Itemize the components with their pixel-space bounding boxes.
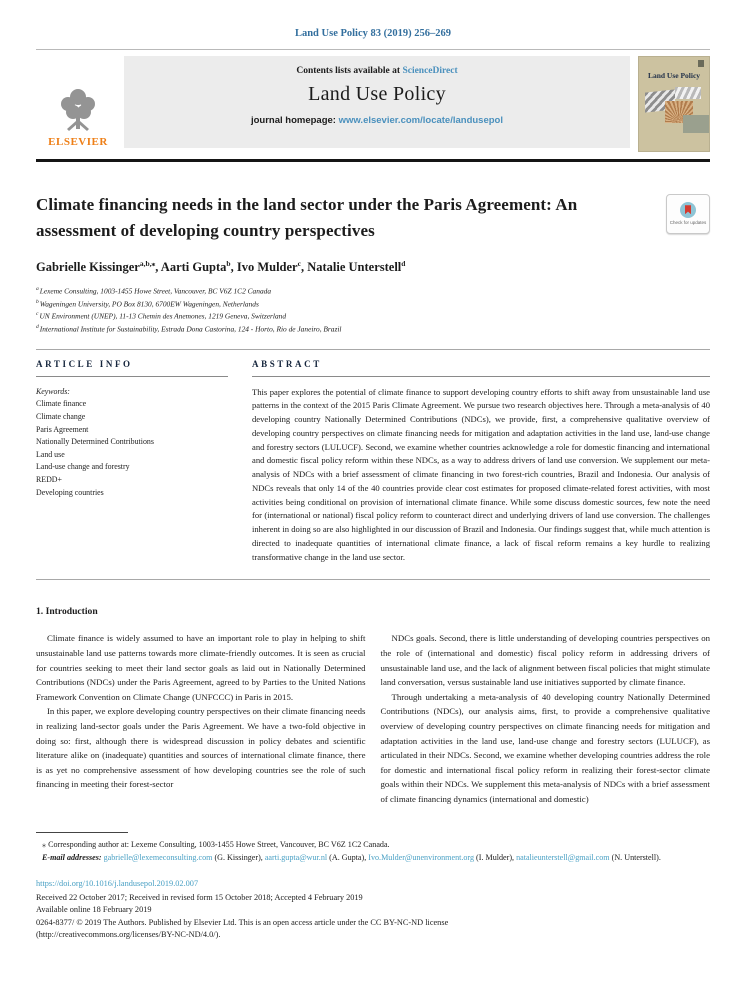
affiliation: $^a$Lexeme Consulting, 1003-1455 Howe Street, Vancouver, BC V6Z 1C2 Canada <box>36 285 272 296</box>
abstract-text: This paper explores the potential of climate finance to support developing country efforts to shift away from unsustainable land use patterns in the context of the 2015 Paris Climate Agreement. We pursue two research objectives here. Through a meta-analysis of 40 developing country Nationally Determined Contributions (NDCs), we provide, first, a comprehensive qualitative overview of developing country perspectives on climate financing needs for mitigation and adaptation activities in the land use, land-use change and forestry sectors (LULUCF). Second, we examine whether countries acknowledge a role for domestic financing and international and domestic fiscal policy reform within these NDCs, as a way to address drivers of land use conversion. We supplement our meta-analysis of NDCs with a brief assessment of climate financing in two forest-rich countries, Brazil and Indonesia. Our analysis of NDCs reveals that only 14 of the 40 countries provide clear cost estimates for proposed climate-related forest activities, with most activities being conditional on provision of international climate finance. While some discuss domestic sources, few note the need for (international or national) fiscal policy reform to counteract direct and underlying drivers of land use conversion. The challenges inherent in doing so are also highlighted in our discussion of Brazil and Indonesia. Our findings suggest that, while much attention is directed to inadequate quantities of international climate finance, a lack of fiscal reform remains a key hurdle to realizing transformative change in the land use sector. <box>252 386 710 562</box>
homepage-label: journal homepage: <box>250 115 339 126</box>
contents-prefix: Contents lists available at <box>296 66 403 76</box>
article-info-header: ARTICLE INFO <box>36 359 228 377</box>
available-online-date: Available online 18 February 2019 <box>36 905 152 915</box>
affiliation-list <box>36 285 710 336</box>
article-title: Climate financing needs in the land sector under the Paris Agreement: An assessment of developing country perspectives <box>36 195 578 241</box>
publication-details <box>36 878 710 942</box>
cover-art <box>683 115 709 133</box>
check-updates-label: Check for updates <box>669 220 707 226</box>
keyword: Climate finance <box>36 399 87 409</box>
affiliation: $^b$Wageningen University, PO Box 8130, 6700EW Wageningen, Netherlands <box>36 298 259 308</box>
footnote-area <box>36 832 710 864</box>
keyword: Land use <box>36 449 65 459</box>
article-info-column <box>36 359 228 565</box>
keyword: Paris Agreement <box>36 424 89 434</box>
doi-link[interactable]: https://doi.org/10.1016/j.landusepol.2019.02.007 <box>36 878 199 888</box>
intro-paragraph: NDCs goals. Second, there is little understanding of developing countries perspectives on the role of (international and domestic) fiscal policy reform in addressing drivers of unsustainable land use, and the lack of alignment between fiscal policies that might stimulate land conversation, versus sustainable land use initiatives supported by climate finance. <box>380 633 710 688</box>
corresponding-author-note: ⁎ Corresponding author at: Lexeme Consulting, 1003-1455 Howe Street, Vancouver, BC V6Z 1C2 Canada. <box>42 840 390 850</box>
homepage-line <box>251 115 503 126</box>
email-entry: natalieunterstell@gmail.com (N. Unterstell). <box>516 853 661 862</box>
keywords-list <box>36 398 228 499</box>
author-list <box>36 259 710 275</box>
introduction-heading: 1. Introduction <box>36 606 98 618</box>
cover-tree-icon <box>698 60 704 67</box>
keyword: Developing countries <box>36 487 104 497</box>
journal-citation: Land Use Policy 83 (2019) 256–269 <box>294 28 452 39</box>
intro-paragraph: In this paper, we explore developing country perspectives on their climate financing needs in realizing land-sector goals under the Paris Agreement. We have a two-fold objective in doing so: first, although there is widespread discussion in policy debates and scientific literature alike on (inadequate) quantities and sources of international climate finance, there is as yet no comprehensive assessment of how developing countries see the role of such financing in meeting their forest-sector <box>36 706 366 790</box>
author-name: Ivo Mulder$^c$ , <box>237 260 307 274</box>
affiliation: $^c$UN Environment (UNEP), 11-13 Chemin des Anemones, 1219 Geneva, Switzerland <box>36 311 287 321</box>
email-link[interactable]: aarti.gupta@wur.nl <box>264 853 328 862</box>
email-entry: gabrielle@lexemeconsulting.com (G. Kissinger), <box>103 853 265 862</box>
journal-masthead <box>36 49 710 152</box>
keyword: Climate change <box>36 411 86 421</box>
email-entry: Ivo.Mulder@unenvironment.org (I. Mulder), <box>368 853 517 862</box>
keyword: REDD+ <box>36 475 62 485</box>
elsevier-tree-icon <box>55 87 101 135</box>
email-label: E-mail addresses: <box>42 853 104 862</box>
author-name: Aarti Gupta$^b$ , <box>161 260 237 274</box>
author-name: Gabrielle Kissinger$^{a,b,⁎}$ , <box>36 260 161 274</box>
abstract-header: ABSTRACT <box>252 359 710 377</box>
masthead-center-panel <box>124 56 630 148</box>
contents-line <box>296 66 457 76</box>
footnote-divider <box>36 832 128 833</box>
check-for-updates-badge[interactable] <box>666 194 710 234</box>
email-link[interactable]: Ivo.Mulder@unenvironment.org <box>368 853 475 862</box>
abstract-column <box>252 359 710 565</box>
received-dates: Received 22 October 2017; Received in revised form 15 October 2018; Accepted 4 February 2019 <box>36 892 363 902</box>
intro-column-left <box>36 631 366 806</box>
copyright-line: 0264-8377/ © 2019 The Authors. Published by Elsevier Ltd. This is an open access article under the CC BY-NC-ND license <box>36 917 449 927</box>
affiliation: $^d$International Institute for Sustainability, Estrada Dona Castorina, 124 - Horto, Rio de Janeiro, Brazil <box>36 323 342 334</box>
section-divider <box>36 579 710 580</box>
license-url: (http://creativecommons.org/licenses/BY-NC-ND/4.0/). <box>36 930 221 940</box>
elsevier-logo <box>36 56 120 152</box>
masthead-journal-title: Land Use Policy <box>308 83 446 105</box>
elsevier-wordmark: ELSEVIER <box>48 136 108 148</box>
masthead-divider <box>36 159 710 162</box>
cover-art <box>675 87 701 99</box>
journal-homepage-link[interactable]: www.elsevier.com/locate/landusepol <box>338 115 503 126</box>
author-name: Natalie Unterstell$^d$ <box>307 258 406 274</box>
cover-title: Land Use Policy <box>647 71 701 80</box>
email-addresses <box>36 852 710 865</box>
sciencedirect-link[interactable]: ScienceDirect <box>402 66 458 76</box>
intro-column-right <box>381 631 711 806</box>
keyword: Land-use change and forestry <box>36 462 130 472</box>
intro-paragraph: Climate finance is widely assumed to have an important role to play in helping to shift unsustainable land use patterns towards more climate-friendly outcomes. It is seen as crucial for countries seeking to meet their land sector goals as laid out in Nationally Determined Contributions (NDCs) under the Paris Agreement, agreed to by Parties to the United Nations Framework Convention on Climate Change (UNFCCC) in Paris in 2015. <box>36 633 366 702</box>
email-link[interactable]: natalieunterstell@gmail.com <box>516 853 610 862</box>
intro-paragraph: Through undertaking a meta-analysis of 40 developing country Nationally Determined Contributions (NDCs), our analysis aims, first, to provide a comprehensive qualitative overview of developing country perspectives on climate financing needs for mitigation and adaptation activities in the land use, land-use change and forestry sectors (LULUCF), as articulated in their NDCs. Second, we examine whether developing countries address the role for domestic and international fiscal policy reform in realizing their forest-sector climate goals within their NDCs. We supplement this meta-analysis of NDCs with a brief assessment of climate financing dynamics (international and domestic) <box>380 691 710 804</box>
keywords-label: Keywords: <box>36 386 70 396</box>
email-entry: aarti.gupta@wur.nl (A. Gupta), <box>264 853 369 862</box>
email-link[interactable]: gabrielle@lexemeconsulting.com <box>103 853 213 862</box>
crossmark-icon <box>680 202 696 218</box>
keyword: Nationally Determined Contributions <box>36 437 154 447</box>
journal-cover-thumbnail[interactable] <box>638 56 710 152</box>
